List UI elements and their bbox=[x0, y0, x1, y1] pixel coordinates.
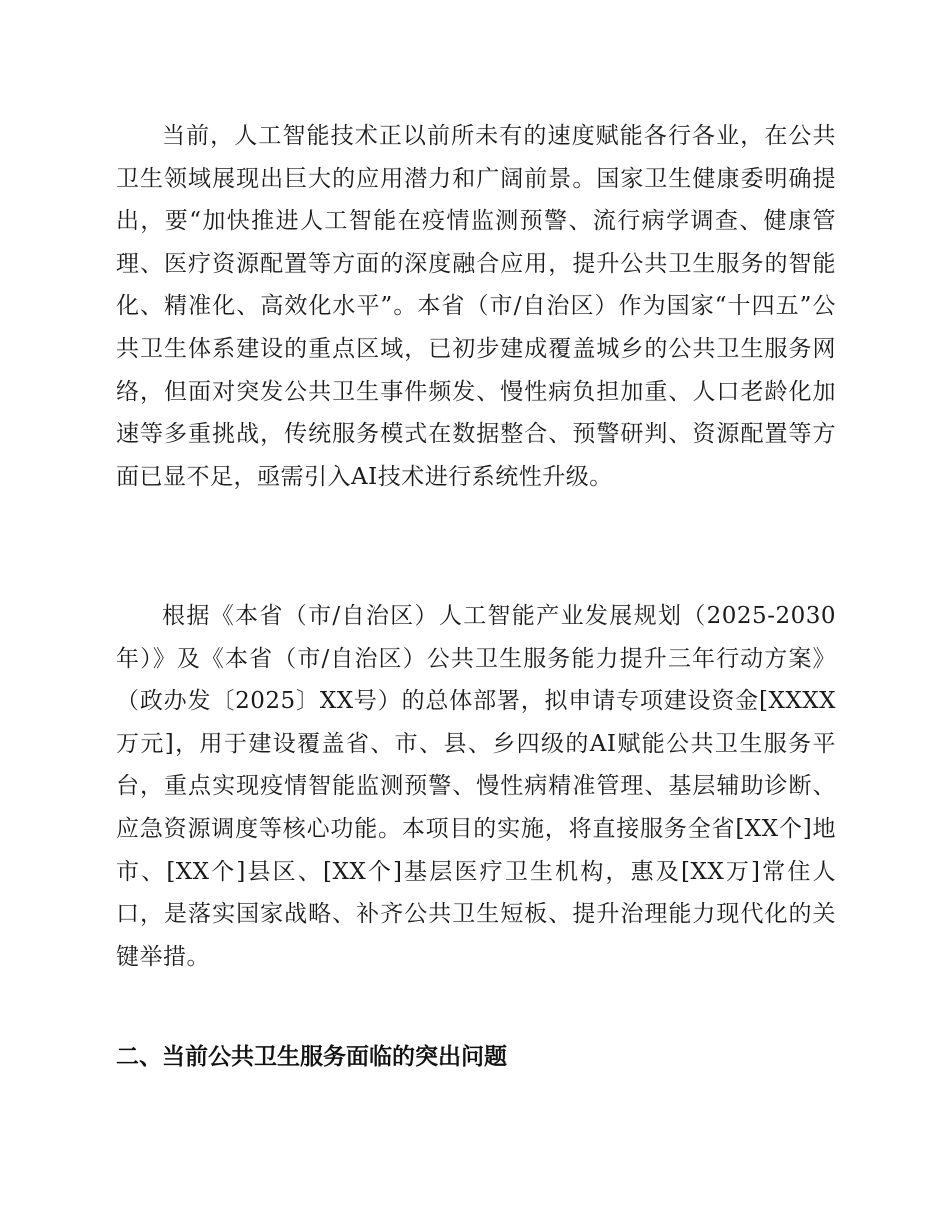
body-paragraph-background: 当前，人工智能技术正以前所未有的速度赋能各行各业，在公共卫生领域展现出巨大的应用潜力和广阔前景。国家卫生健康委明确提出，要“加快推进人工智能在疫情监测预警、流行病学调查、健康管理、医疗资源配置等方面的深度融合应用，提升公共卫生服务的智能化、精准化、高效化水平”。本省（市/自治区）作为国家“十四五”公共卫生体系建设的重点区域，已初步建成覆盖城乡的公共卫生服务网络，但面对突发公共卫生事件频发、慢性病负担加重、人口老龄化加速等多重挑战，传统服务模式在数据整合、预警研判、资源配置等方面已显不足，亟需引入AI技术进行系统性升级。 bbox=[116, 123, 836, 490]
body-paragraph-funding-plan: 根据《本省（市/自治区）人工智能产业发展规划（2025-2030年）》及《本省（市/自治区）公共卫生服务能力提升三年行动方案》（政办发〔2025〕XX号）的总体部署，拟申请专项建设资金[XXXX万元]，用于建设覆盖省、市、县、乡四级的AI赋能公共卫生服务平台，重点实现疫情智能监测预警、慢性病精准管理、基层辅助诊断、应急资源调度等核心功能。本项目的实施，将直接服务全省[XX个]地市、[XX个]县区、[XX个]基层医疗卫生机构，惠及[XX万]常住人口，是落实国家战略、补齐公共卫生短板、提升治理能力现代化的关键举措。 bbox=[116, 603, 836, 970]
section-heading: 二、当前公共卫生服务面临的突出问题 bbox=[116, 1044, 507, 1070]
